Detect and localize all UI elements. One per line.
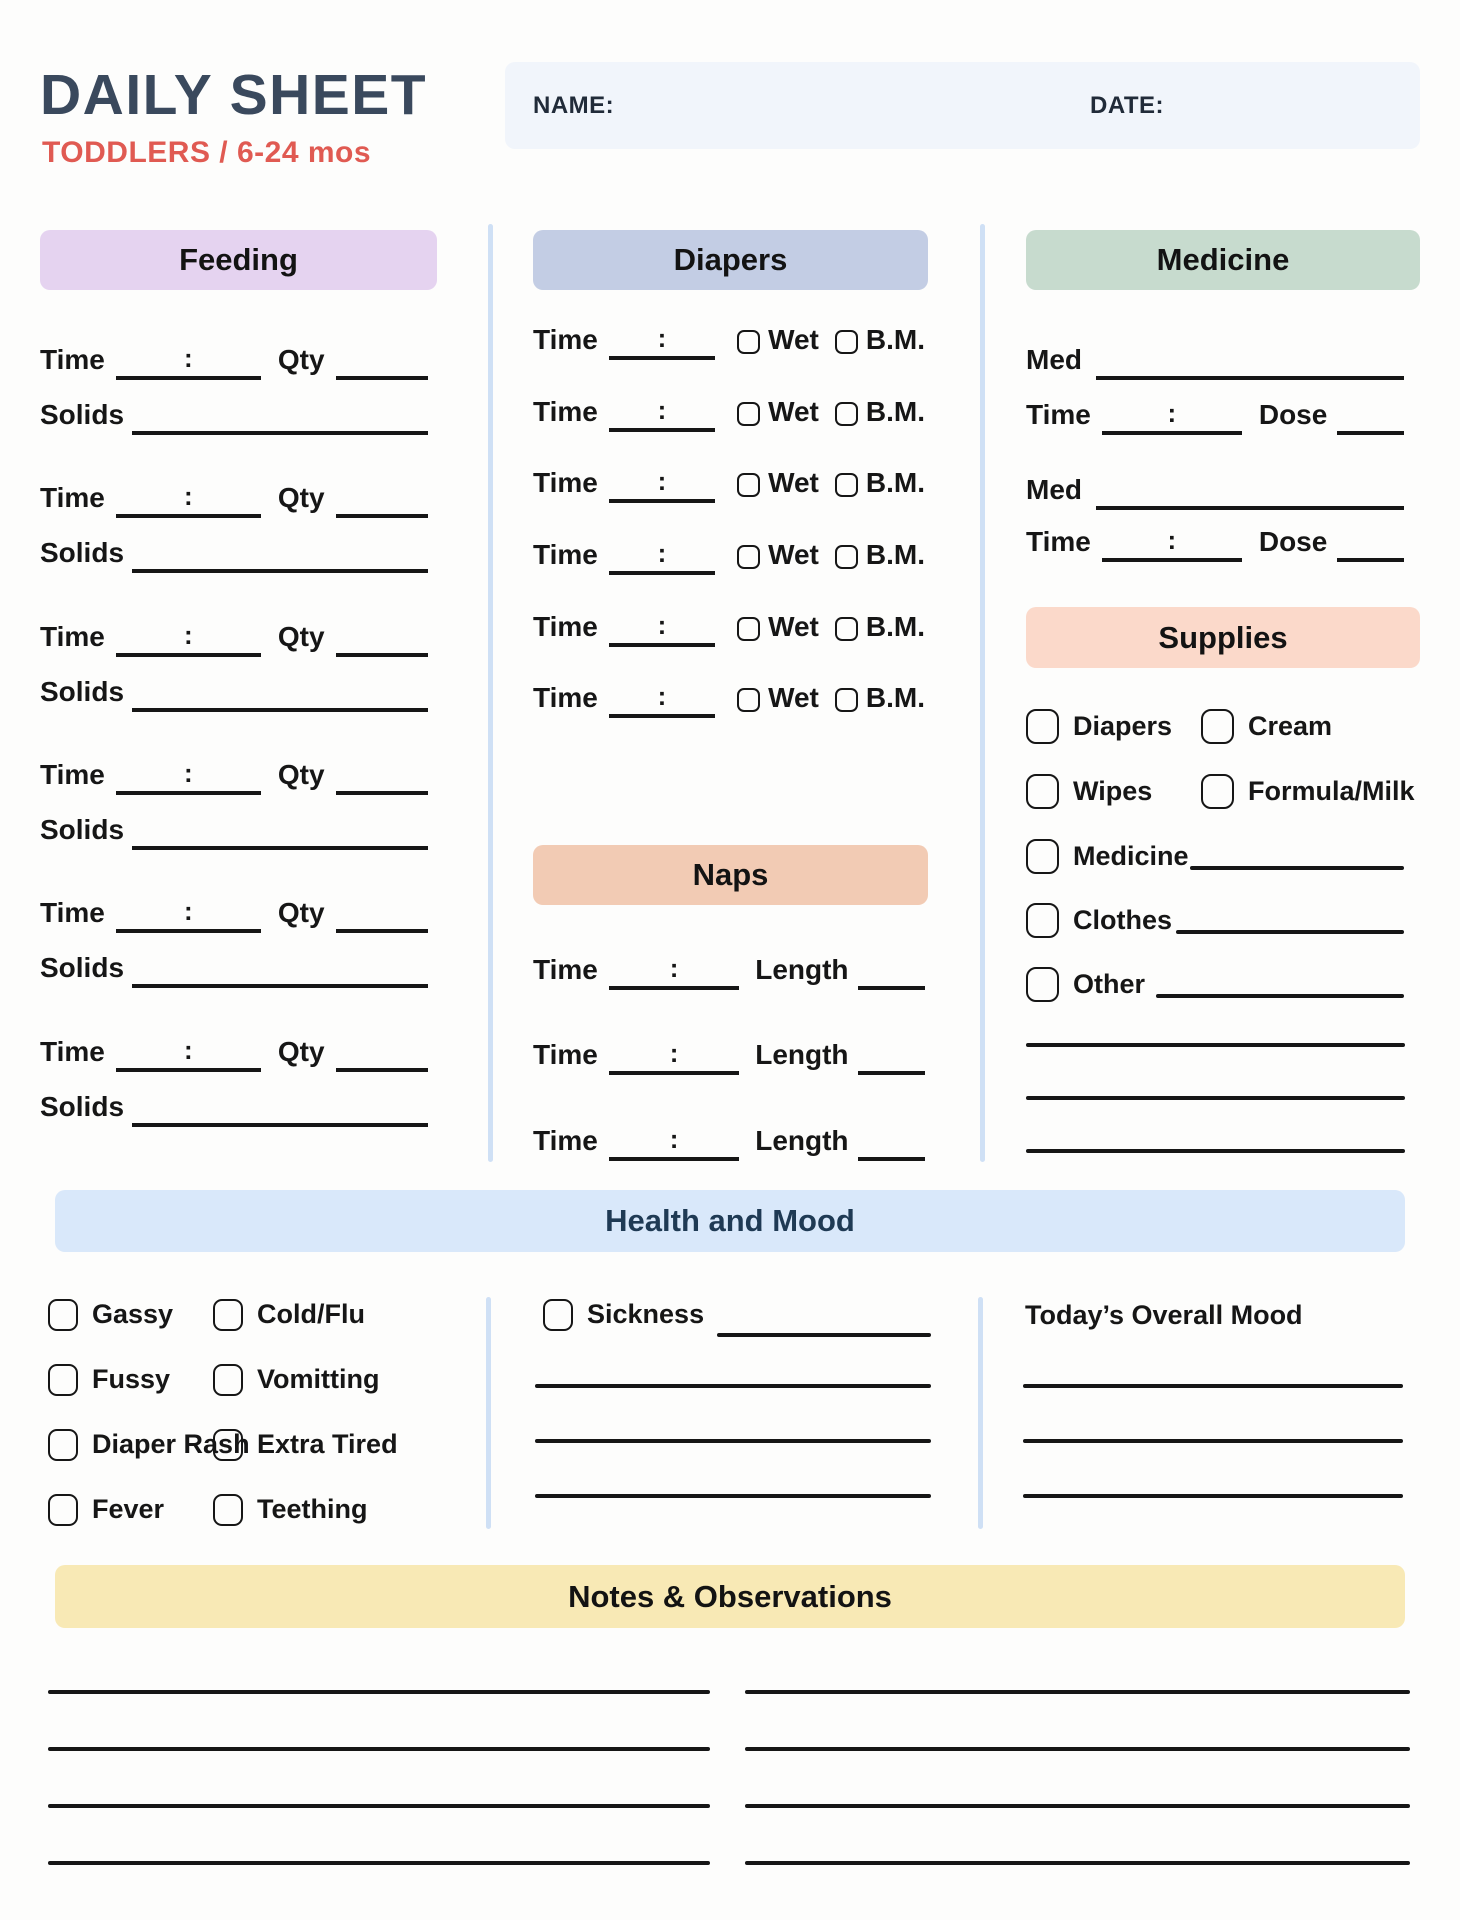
colon-separator: :	[657, 610, 667, 640]
med-dose-input-line[interactable]	[1337, 524, 1404, 562]
notes-line-left[interactable]	[48, 1804, 710, 1808]
notes-line-left[interactable]	[48, 1690, 710, 1694]
extra-tired-checkbox[interactable]	[213, 1429, 243, 1461]
wet-checkbox[interactable]	[737, 688, 760, 712]
colon-separator: :	[184, 620, 193, 650]
supplies-item-clothes	[1026, 902, 1172, 939]
feeding-solids-row	[40, 1087, 428, 1127]
column-divider-right	[980, 224, 985, 1162]
sickness-notes-line[interactable]	[535, 1439, 931, 1443]
supplies-section-header: Supplies	[1026, 607, 1420, 668]
health-divider-right	[978, 1297, 983, 1529]
feeding-qty-label: Qty	[277, 897, 325, 928]
vomitting-checkbox[interactable]	[213, 1364, 243, 1396]
feeding-qty-input-line[interactable]	[336, 757, 428, 795]
feeding-time-label: Time	[40, 344, 105, 375]
feeding-solids-row	[40, 672, 428, 712]
sickness-notes-line[interactable]	[535, 1384, 931, 1388]
sickness-checkbox[interactable]	[543, 1299, 573, 1331]
sickness-input-line[interactable]	[717, 1333, 931, 1337]
supplies-cream-checkbox[interactable]	[1201, 709, 1234, 744]
feeding-solids-label: Solids	[40, 952, 125, 983]
supplies-wipes-label: Wipes	[1073, 776, 1153, 806]
feeding-solids-label: Solids	[40, 814, 125, 845]
bm-checkbox[interactable]	[835, 545, 858, 569]
supplies-item-other	[1026, 966, 1145, 1003]
nap-time-label: Time	[533, 954, 598, 985]
feeding-qty-label: Qty	[277, 1036, 325, 1067]
nap-time-input-line[interactable]	[609, 1123, 739, 1161]
colon-separator: :	[1167, 398, 1177, 428]
diaper-time-input-line[interactable]	[609, 609, 715, 647]
bm-checkbox[interactable]	[835, 330, 858, 354]
wet-checkbox[interactable]	[737, 330, 760, 354]
feeding-solids-label: Solids	[40, 1091, 125, 1122]
nap-time-label: Time	[533, 1039, 598, 1070]
nap-time-input-line[interactable]	[609, 952, 739, 990]
wet-label: Wet	[768, 539, 819, 570]
medicine-section-header: Medicine	[1026, 230, 1420, 290]
feeding-solids-row	[40, 533, 428, 573]
health-item-extra-tired	[213, 1426, 398, 1463]
teething-checkbox[interactable]	[213, 1494, 243, 1526]
feeding-time-label: Time	[40, 759, 105, 790]
feeding-time-input-line[interactable]	[116, 895, 261, 933]
wet-checkbox[interactable]	[737, 545, 760, 569]
supplies-medicine-checkbox[interactable]	[1026, 839, 1059, 874]
feeding-solids-input-line[interactable]	[132, 397, 428, 435]
feeding-time-input-line[interactable]	[116, 757, 261, 795]
med-name-input-line[interactable]	[1096, 342, 1404, 380]
diaper-row	[533, 678, 925, 718]
medicine-med-row	[1026, 340, 1404, 380]
notes-line-right[interactable]	[745, 1861, 1410, 1865]
feeding-qty-label: Qty	[277, 621, 325, 652]
nap-length-input-line[interactable]	[858, 1037, 925, 1075]
diaper-time-label: Time	[533, 682, 598, 713]
nap-length-input-line[interactable]	[858, 1123, 925, 1161]
feeding-qty-input-line[interactable]	[336, 895, 428, 933]
medicine-time-row	[1026, 522, 1404, 562]
feeding-solids-input-line[interactable]	[132, 1089, 428, 1127]
colon-separator: :	[184, 758, 193, 788]
med-dose-label: Dose	[1258, 399, 1328, 430]
supplies-other-checkbox[interactable]	[1026, 967, 1059, 1002]
diaper-rash-checkbox[interactable]	[48, 1429, 78, 1461]
notes-line-right[interactable]	[745, 1690, 1410, 1694]
teething-label: Teething	[257, 1494, 368, 1524]
page-title: DAILY SHEET	[40, 63, 428, 127]
nap-row	[533, 950, 925, 990]
wet-checkbox[interactable]	[737, 617, 760, 641]
feeding-time-row	[40, 1032, 428, 1072]
colon-separator: :	[184, 343, 193, 373]
feeding-solids-label: Solids	[40, 537, 125, 568]
feeding-time-input-line[interactable]	[116, 1034, 261, 1072]
feeding-time-label: Time	[40, 621, 105, 652]
colon-separator: :	[657, 538, 667, 568]
wet-checkbox[interactable]	[737, 473, 760, 497]
med-time-label: Time	[1026, 399, 1091, 430]
diaper-row	[533, 535, 925, 575]
fever-label: Fever	[92, 1494, 165, 1524]
overall-mood-label: Today’s Overall Mood	[1025, 1300, 1303, 1330]
sickness-label: Sickness	[587, 1299, 705, 1329]
bm-checkbox[interactable]	[835, 402, 858, 426]
date-label: DATE:	[1090, 92, 1165, 119]
supplies-formula-label: Formula/Milk	[1248, 776, 1415, 806]
wet-label: Wet	[768, 467, 819, 498]
gassy-label: Gassy	[92, 1299, 174, 1329]
diaper-time-label: Time	[533, 324, 598, 355]
feeding-time-label: Time	[40, 897, 105, 928]
colon-separator: :	[669, 1124, 679, 1154]
health-item-vomitting	[213, 1361, 379, 1398]
colon-separator: :	[184, 1035, 193, 1065]
wet-label: Wet	[768, 396, 819, 427]
supplies-clothes-input-line[interactable]	[1176, 930, 1404, 934]
feeding-solids-input-line[interactable]	[132, 674, 428, 712]
column-divider-left	[488, 224, 493, 1162]
feeding-time-input-line[interactable]	[116, 619, 261, 657]
feeding-solids-row	[40, 395, 428, 435]
diaper-time-input-line[interactable]	[609, 537, 715, 575]
med-dose-input-line[interactable]	[1337, 397, 1404, 435]
diaper-row	[533, 392, 925, 432]
feeding-solids-label: Solids	[40, 676, 125, 707]
name-label: NAME:	[533, 92, 615, 119]
nap-length-input-line[interactable]	[858, 952, 925, 990]
diaper-time-input-line[interactable]	[609, 680, 715, 718]
feeding-time-input-line[interactable]	[116, 342, 261, 380]
feeding-time-label: Time	[40, 1036, 105, 1067]
page-subtitle: TODDLERS / 6-24 mos	[42, 136, 372, 169]
supplies-diapers-checkbox[interactable]	[1026, 709, 1059, 744]
med-name-input-line[interactable]	[1096, 472, 1404, 510]
health-item-teething	[213, 1491, 368, 1528]
supplies-medicine-label: Medicine	[1073, 841, 1189, 871]
supplies-item-cream	[1201, 708, 1332, 745]
supplies-item-diapers	[1026, 708, 1172, 745]
feeding-time-label: Time	[40, 482, 105, 513]
bm-label: B.M.	[865, 324, 925, 355]
extra-tired-label: Extra Tired	[257, 1429, 398, 1459]
vomitting-label: Vomitting	[257, 1364, 380, 1394]
health-item-fever	[48, 1491, 164, 1528]
wet-checkbox[interactable]	[737, 402, 760, 426]
med-time-label: Time	[1026, 526, 1091, 557]
supplies-blank-line[interactable]	[1026, 1149, 1405, 1153]
fussy-label: Fussy	[92, 1364, 171, 1394]
feeding-time-row	[40, 340, 428, 380]
diaper-row	[533, 320, 925, 360]
fussy-checkbox[interactable]	[48, 1364, 78, 1396]
feeding-qty-label: Qty	[277, 482, 325, 513]
supplies-cream-label: Cream	[1248, 711, 1333, 741]
notes-line-left[interactable]	[48, 1747, 710, 1751]
feeding-qty-input-line[interactable]	[336, 342, 428, 380]
name-date-box	[505, 62, 1420, 149]
nap-length-label: Length	[755, 954, 849, 985]
diaper-row	[533, 463, 925, 503]
feeding-solids-row	[40, 810, 428, 850]
feeding-solids-input-line[interactable]	[132, 812, 428, 850]
supplies-clothes-checkbox[interactable]	[1026, 903, 1059, 938]
health-item-sickness	[543, 1296, 704, 1333]
bm-label: B.M.	[865, 539, 925, 570]
feeding-time-row	[40, 755, 428, 795]
diaper-time-input-line[interactable]	[609, 394, 715, 432]
diaper-rash-label: Diaper Rash	[92, 1429, 250, 1459]
diaper-time-label: Time	[533, 539, 598, 570]
colon-separator: :	[657, 681, 667, 711]
health-item-gassy	[48, 1296, 173, 1333]
naps-section-header: Naps	[533, 845, 928, 905]
colon-separator: :	[669, 953, 679, 983]
diaper-time-input-line[interactable]	[609, 322, 715, 360]
supplies-other-input-line[interactable]	[1156, 994, 1404, 998]
wet-label: Wet	[768, 682, 819, 713]
supplies-medicine-input-line[interactable]	[1190, 866, 1404, 870]
mood-notes-line[interactable]	[1023, 1494, 1403, 1498]
bm-label: B.M.	[865, 396, 925, 427]
diaper-row	[533, 607, 925, 647]
diapers-section-header: Diapers	[533, 230, 928, 290]
mood-notes-line[interactable]	[1023, 1439, 1403, 1443]
feeding-qty-input-line[interactable]	[336, 1034, 428, 1072]
supplies-other-label: Other	[1073, 969, 1146, 999]
diaper-time-label: Time	[533, 467, 598, 498]
colon-separator: :	[184, 896, 193, 926]
feeding-time-row	[40, 617, 428, 657]
wet-label: Wet	[768, 324, 819, 355]
feeding-qty-label: Qty	[277, 344, 325, 375]
cold-flu-checkbox[interactable]	[213, 1299, 243, 1331]
feeding-solids-label: Solids	[40, 399, 125, 430]
health-divider-left	[486, 1297, 491, 1529]
feeding-solids-row	[40, 948, 428, 988]
feeding-solids-input-line[interactable]	[132, 950, 428, 988]
health-item-cold-flu	[213, 1296, 365, 1333]
supplies-formula-checkbox[interactable]	[1201, 774, 1234, 809]
feeding-qty-input-line[interactable]	[336, 619, 428, 657]
bm-label: B.M.	[865, 611, 925, 642]
med-label: Med	[1026, 474, 1082, 505]
feeding-time-row	[40, 893, 428, 933]
health-item-fussy	[48, 1361, 170, 1398]
bm-checkbox[interactable]	[835, 617, 858, 641]
bm-checkbox[interactable]	[835, 473, 858, 497]
diaper-time-label: Time	[533, 396, 598, 427]
supplies-blank-line[interactable]	[1026, 1096, 1405, 1100]
nap-row	[533, 1121, 925, 1161]
colon-separator: :	[669, 1038, 679, 1068]
feeding-qty-input-line[interactable]	[336, 480, 428, 518]
nap-length-label: Length	[755, 1125, 849, 1156]
notes-line-right[interactable]	[745, 1747, 1410, 1751]
feeding-time-row	[40, 478, 428, 518]
supplies-wipes-checkbox[interactable]	[1026, 774, 1059, 809]
supplies-clothes-label: Clothes	[1073, 905, 1173, 935]
colon-separator: :	[657, 323, 667, 353]
notes-banner: Notes & Observations	[55, 1565, 1405, 1628]
sickness-notes-line[interactable]	[535, 1494, 931, 1498]
supplies-diapers-label: Diapers	[1073, 711, 1173, 741]
supplies-item-formula-milk	[1201, 773, 1415, 810]
supplies-item-wipes	[1026, 773, 1152, 810]
colon-separator: :	[184, 481, 193, 511]
nap-time-label: Time	[533, 1125, 598, 1156]
supplies-item-medicine	[1026, 838, 1189, 875]
med-dose-label: Dose	[1258, 526, 1328, 557]
supplies-blank-line[interactable]	[1026, 1043, 1405, 1047]
medicine-med-row	[1026, 470, 1404, 510]
notes-line-right[interactable]	[745, 1804, 1410, 1808]
feeding-solids-input-line[interactable]	[132, 535, 428, 573]
med-time-input-line[interactable]	[1102, 397, 1242, 435]
nap-time-input-line[interactable]	[609, 1037, 739, 1075]
colon-separator: :	[657, 466, 667, 496]
cold-flu-label: Cold/Flu	[257, 1299, 365, 1329]
colon-separator: :	[1167, 525, 1177, 555]
colon-separator: :	[657, 395, 667, 425]
med-label: Med	[1026, 344, 1082, 375]
med-time-input-line[interactable]	[1102, 524, 1242, 562]
nap-length-label: Length	[755, 1039, 849, 1070]
bm-label: B.M.	[865, 682, 925, 713]
bm-checkbox[interactable]	[835, 688, 858, 712]
medicine-time-row	[1026, 395, 1404, 435]
gassy-checkbox[interactable]	[48, 1299, 78, 1331]
feeding-section-header: Feeding	[40, 230, 437, 290]
mood-notes-line[interactable]	[1023, 1384, 1403, 1388]
health-mood-banner: Health and Mood	[55, 1190, 1405, 1252]
diaper-time-label: Time	[533, 611, 598, 642]
fever-checkbox[interactable]	[48, 1494, 78, 1526]
feeding-qty-label: Qty	[277, 759, 325, 790]
notes-line-left[interactable]	[48, 1861, 710, 1865]
feeding-time-input-line[interactable]	[116, 480, 261, 518]
wet-label: Wet	[768, 611, 819, 642]
diaper-time-input-line[interactable]	[609, 465, 715, 503]
bm-label: B.M.	[865, 467, 925, 498]
nap-row	[533, 1035, 925, 1075]
